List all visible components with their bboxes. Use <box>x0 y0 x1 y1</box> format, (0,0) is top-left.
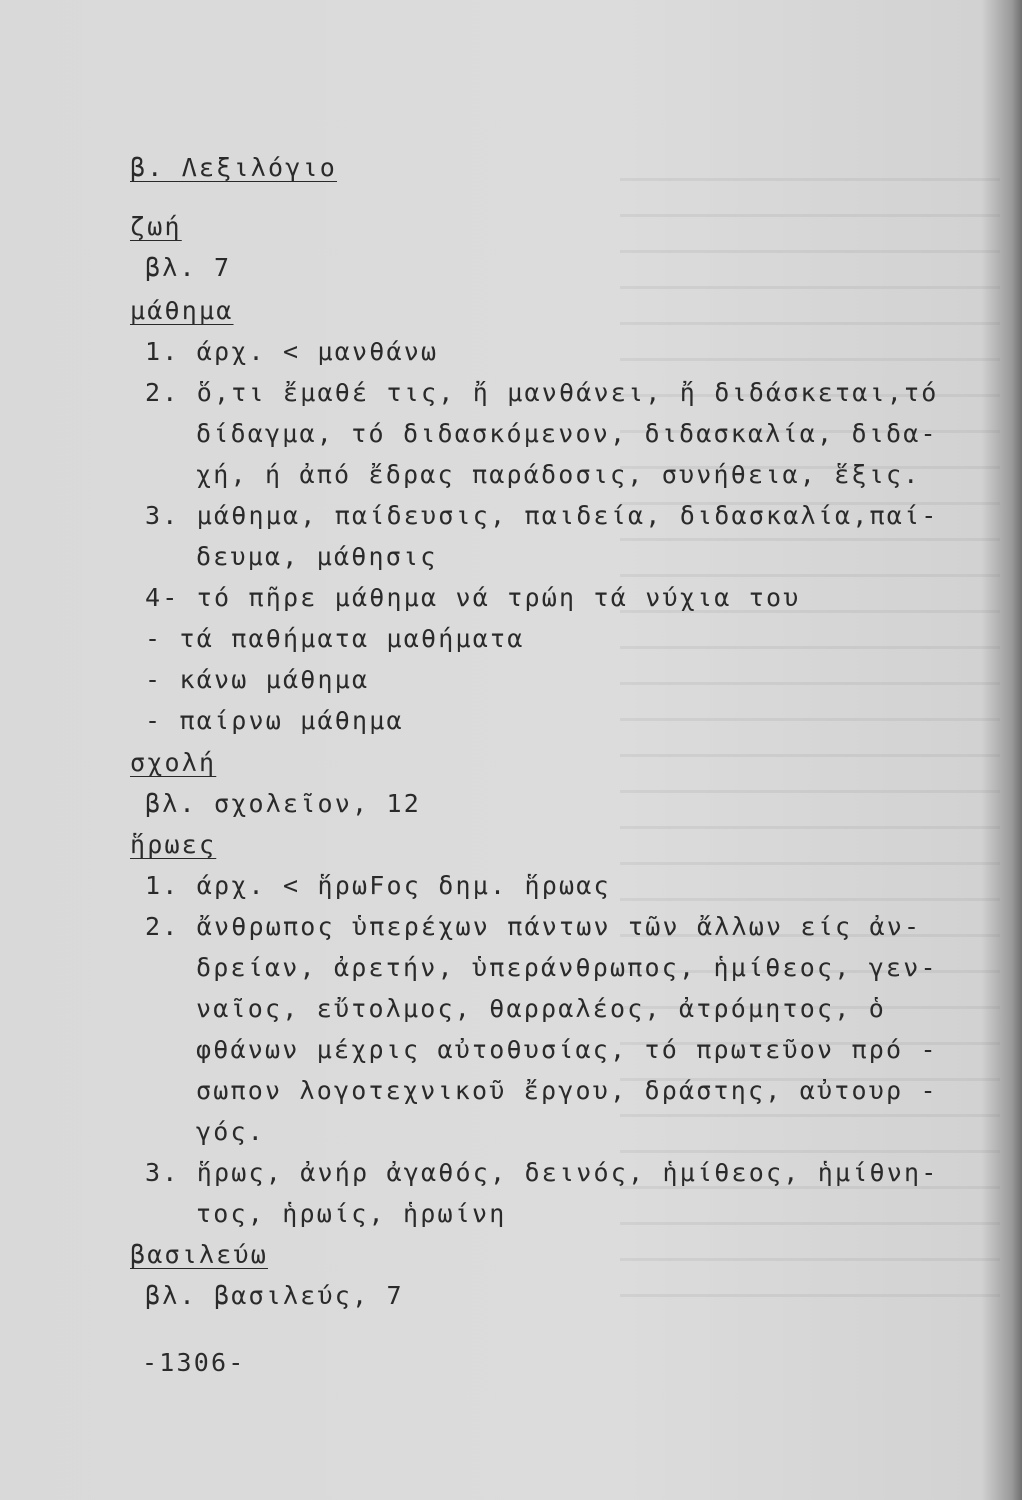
entry-iroes-line-9: τος, ἡρωίς, ἡρωίνη <box>196 1199 507 1228</box>
entry-zoi-line-1: βλ. 7 <box>145 253 232 282</box>
entry-iroes-line-4: ναῖος, εὔτολμος, θαρραλέος, ἀτρόμητος, ὁ <box>196 994 887 1023</box>
entry-vasilevo-line-1: βλ. βασιλεύς, 7 <box>145 1281 404 1310</box>
entry-iroes-line-8: 3. ἥρως, ἀνήρ ἀγαθός, δεινός, ἡμίθεος, ἡμίθνη- <box>145 1158 939 1187</box>
entry-mathima-line-1: 1. άρχ. < μανθάνω <box>145 337 439 366</box>
entry-iroes-line-2: 2. ἄνθρωπος ὑπερέχων πάντων τῶν ἄλλων είς ἀν- <box>145 912 922 941</box>
entry-mathima-line-4: χή, ή ἀπό ἔδρας παράδοσις, συνήθεια, ἕξις. <box>196 460 921 489</box>
entry-mathima-line-8: - τά παθήματα μαθήματα <box>145 624 525 653</box>
section-heading: β. Λεξιλόγιο <box>130 153 338 182</box>
entry-term-vasilevo: βασιλεύω <box>130 1240 269 1269</box>
entry-term-iroes: ἥρωες <box>130 830 217 859</box>
entry-mathima-line-5: 3. μάθημα, παίδευσις, παιδεία, διδασκαλία,παί- <box>145 501 939 530</box>
entry-iroes-line-7: γός. <box>196 1117 266 1146</box>
entry-mathima-line-9: - κάνω μάθημα <box>145 665 370 694</box>
bleed-through-text <box>620 150 1000 1330</box>
entry-mathima-line-7: 4- τό πῆρε μάθημα νά τρώη τά νύχια του <box>145 583 801 612</box>
entry-term-scholi: σχολή <box>130 748 217 777</box>
entry-iroes-line-5: φθάνων μέχρις αὐτοθυσίας, τό πρωτεῦον πρό - <box>196 1035 938 1064</box>
entry-mathima-line-3: δίδαγμα, τό διδασκόμενον, διδασκαλία, διδα- <box>196 419 938 448</box>
entry-mathima-line-2: 2. ὅ,τι ἔμαθέ τις, ἤ μανθάνει, ἤ διδάσκεται,τό <box>145 378 939 407</box>
entry-iroes-line-6: σωπον λογοτεχνικοῦ ἔργου, δράστης, αὐτουρ - <box>196 1076 938 1105</box>
entry-mathima-line-6: δευμα, μάθησις <box>196 542 438 571</box>
entry-scholi-line-1: βλ. σχολεῖον, 12 <box>145 789 422 818</box>
page-number: -1306- <box>142 1348 246 1377</box>
entry-term-zoi: ζωή <box>130 212 182 241</box>
entry-iroes-line-3: δρείαν, ἀρετήν, ὑπεράνθρωπος, ἡμίθεος, γεν- <box>196 953 938 982</box>
entry-iroes-line-1: 1. άρχ. < ἥρωϜος δημ. ἥρωας <box>145 871 611 900</box>
entry-mathima-line-10: - παίρνω μάθημα <box>145 706 404 735</box>
entry-term-mathima: μάθημα <box>130 296 234 325</box>
